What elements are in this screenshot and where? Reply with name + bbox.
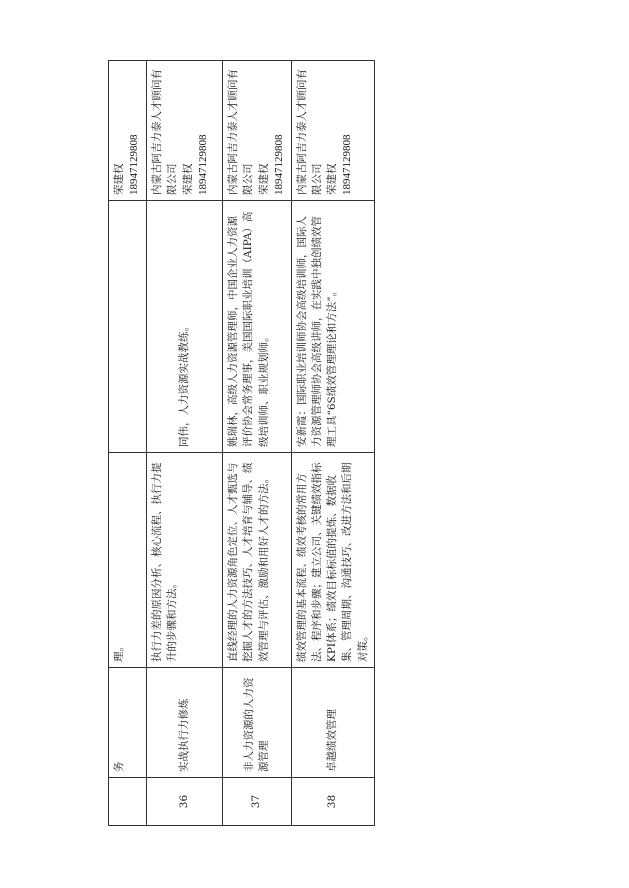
teacher-cell: 安新霞：国际职业培训师协会高级培训师，国际人力资源管理师协会高级讲师，在实践中独创绩效管理工具“6S绩效管理理论和方法”。 <box>291 201 374 453</box>
contact-cell <box>223 61 292 201</box>
training-course-table <box>108 60 375 826</box>
contact-name: 荣建权 <box>181 163 194 195</box>
table-row <box>109 61 147 826</box>
contact-phone: 18947129808 <box>341 134 354 195</box>
course-content-cell: 理。 <box>109 453 147 668</box>
contact-phone: 18947129808 <box>272 134 285 195</box>
course-content-cell: 绩效管理的基本流程、绩效考核的常用方法、程序和步骤；建立公司、关键绩效指标KPI体系；绩效目标标值的提炼、数据收集、管理周期、沟通技巧、改进方法和后期对策。 <box>291 453 374 668</box>
contact-cell <box>109 61 147 201</box>
contact-company: 内蒙古阿吉力泰人才顾问有限公司 <box>227 69 255 195</box>
rotated-table-wrapper <box>108 61 369 826</box>
table-row <box>291 61 374 826</box>
contact-name: 荣建权 <box>113 163 125 195</box>
course-name-cell: 非人力资源的人力资源管理 <box>223 668 292 778</box>
course-content-cell: 直线经理的人力资源角色定位、人才甄选与挖掘人才的方法技巧、人才培育与辅导、绩效管理与评估、激励和用好人才的方法。 <box>223 453 292 668</box>
course-name-cell: 实战执行力修炼 <box>147 668 223 778</box>
teacher-cell: 姚瑞林，高级人力资源管理师，中国企业人力资源评价协会常务理事，美国国际职业培训（AIPA）高级培训师、职业规划师。 <box>223 201 292 453</box>
contact-cell <box>147 61 223 201</box>
contact-cell <box>291 61 374 201</box>
teacher-cell: 同伟，人力资源实战教练。 <box>147 201 223 453</box>
table-row <box>223 61 292 826</box>
contact-phone: 18947129808 <box>196 134 209 195</box>
contact-phone: 18947129808 <box>128 134 141 195</box>
row-number-cell <box>109 778 147 826</box>
table-row <box>147 61 223 826</box>
course-content-cell: 执行力差的原因分析、核心流程、执行力提升的步骤和方法。 <box>147 453 223 668</box>
row-number-cell: 38 <box>291 778 374 826</box>
course-name-cell: 务 <box>109 668 147 778</box>
contact-company: 内蒙古阿吉力泰人才顾问有限公司 <box>151 69 179 195</box>
teacher-cell <box>109 201 147 453</box>
row-number-cell: 36 <box>147 778 223 826</box>
row-number-cell: 37 <box>223 778 292 826</box>
contact-name: 荣建权 <box>326 163 339 195</box>
contact-name: 荣建权 <box>257 163 270 195</box>
course-name-cell: 卓越绩效管理 <box>291 668 374 778</box>
contact-company: 内蒙古阿吉力泰人才顾问有限公司 <box>295 69 323 195</box>
